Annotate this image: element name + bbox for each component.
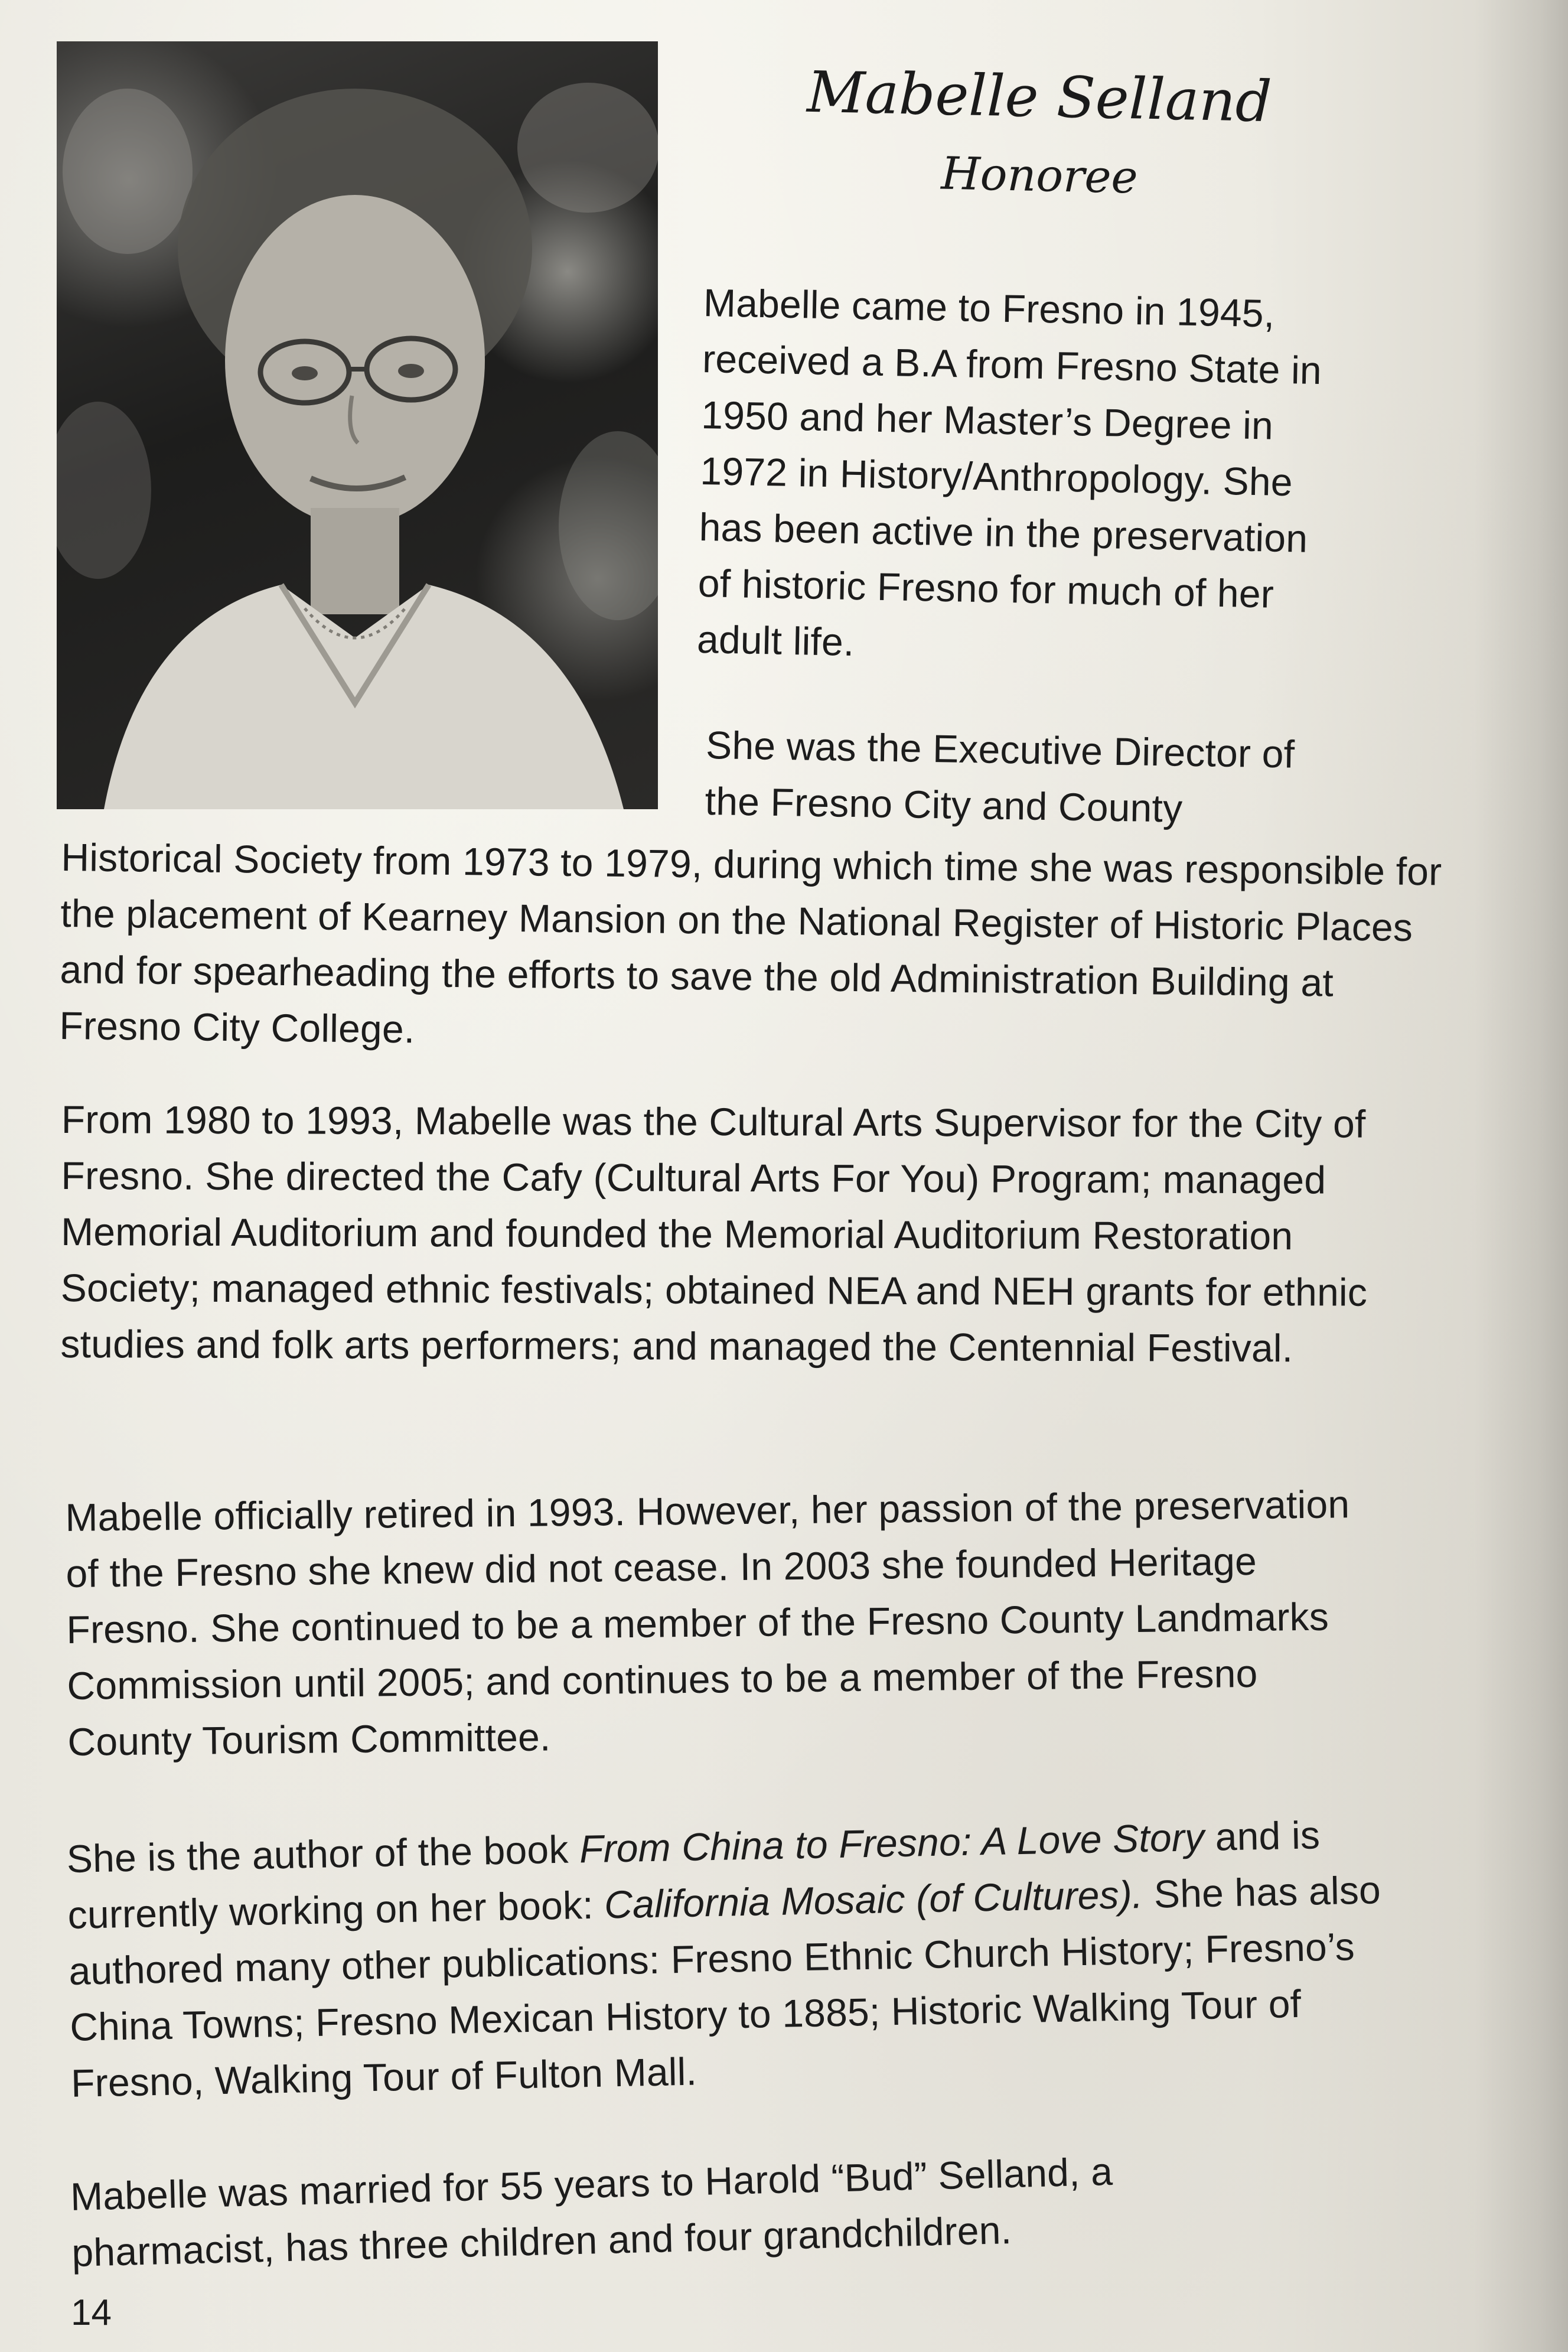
p5-text-c: She has also authored many other publications: Fresno Ethnic Church History; Fresno’s China Towns; Fresno Mexican History to 1885; Historic Walking Tour of Fresno, Walking Tour of Fulton Mall. [68, 1868, 1381, 2105]
bio-paragraph-2-rest: Historical Society from 1973 to 1979, during which time she was responsible for the placement of Kearney Mansion on the National Register of Historic Places and for spearheading the efforts to save the old Administration Building at Fresno City College. [59, 835, 1442, 1051]
p5-text-a: She is the author of the book [66, 1827, 580, 1881]
p5-text-b: and is currently working on her book: [67, 1813, 1321, 1937]
bio-paragraph-4: Mabelle officially retired in 1993. However, her passion of the preservation of the Fresno she knew did not cease. In 2003 she founded Heritage Fresno. She continued to be a member of the Fresno County Landmarks Commission until 2005; and continues to be a member of the Fresno County Tourism Committee. [65, 1482, 1350, 1764]
portrait-photo-icon [57, 41, 658, 809]
bio-paragraph-5 [66, 1805, 1430, 2112]
book-title-1: From China to Fresno: A Love Story [579, 1815, 1205, 1871]
honoree-name: Mabelle Selland [806, 58, 1273, 135]
honoree-role: Honoree [940, 146, 1139, 204]
bio-paragraph-2-start: She was the Executive Director of the Fresno City and County [705, 722, 1295, 830]
page-shadow [1474, 0, 1568, 2352]
book-title-2: California Mosaic (of Cultures). [604, 1872, 1144, 1927]
bio-paragraph-6: Mabelle was married for 55 years to Harold “Bud” Selland, a pharmacist, has three children and four grandchildren. [70, 2149, 1113, 2275]
page-number: 14 [71, 2292, 112, 2333]
bio-paragraph-1: Mabelle came to Fresno in 1945, received a B.A from Fresno State in 1950 and her Master’s Degree in 1972 in History/Anthropology. She has been active in the preservation of historic Fresno for much of her adult life. [696, 280, 1322, 664]
bio-paragraph-3: From 1980 to 1993, Mabelle was the Cultural Arts Supervisor for the City of Fresno. She directed the Cafy (Cultural Arts For You) Program; managed Memorial Auditorium and founded the Memorial Auditorium Restoration Society; managed ethnic festivals; obtained NEA and NEH grants for ethnic studies and folk arts performers; and managed the Centennial Festival. [60, 1097, 1368, 1370]
portrait-photo [57, 41, 658, 809]
